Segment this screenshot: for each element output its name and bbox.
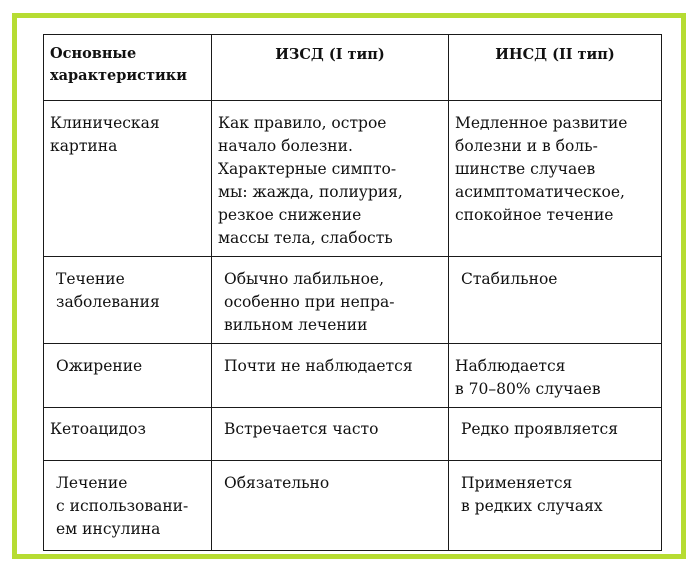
row-type1-cell: Почти не наблюдается: [212, 344, 449, 408]
row-type2-cell: Применяется в редких случаях: [449, 461, 662, 551]
row-type2-cell: Наблюдается в 70–80% случаев: [449, 344, 662, 408]
row-type2-cell: Медленное развитие болезни и в боль- шинстве случаев асимптоматическое, спокойное течение: [449, 101, 662, 257]
comparison-table: [43, 34, 662, 551]
row-label: Ожирение: [44, 344, 212, 408]
row-type2-cell: Стабильное: [449, 257, 662, 344]
row-type1-cell: Обязательно: [212, 461, 449, 551]
table-row: [44, 461, 662, 551]
table-row: [44, 408, 662, 461]
row-type1-cell: Обычно лабильное, особенно при непра- вильном лечении: [212, 257, 449, 344]
row-label: Клиническая картина: [44, 101, 212, 257]
table-row: [44, 344, 662, 408]
table-row: [44, 257, 662, 344]
header-characteristics: Основные характеристики: [44, 35, 212, 101]
row-type1-cell: Встречается часто: [212, 408, 449, 461]
table-header-row: [44, 35, 662, 101]
table-row: [44, 101, 662, 257]
row-label: Течение заболевания: [44, 257, 212, 344]
row-label: Лечение с использовани- ем инсулина: [44, 461, 212, 551]
row-label: Кетоацидоз: [44, 408, 212, 461]
row-type1-cell: Как правило, острое начало болезни. Характерные симпто- мы: жажда, полиурия, резкое снижение массы тела, слабость: [212, 101, 449, 257]
row-type2-cell: Редко проявляется: [449, 408, 662, 461]
header-type1: ИЗСД (I тип): [212, 35, 449, 101]
header-type2: ИНСД (II тип): [449, 35, 662, 101]
